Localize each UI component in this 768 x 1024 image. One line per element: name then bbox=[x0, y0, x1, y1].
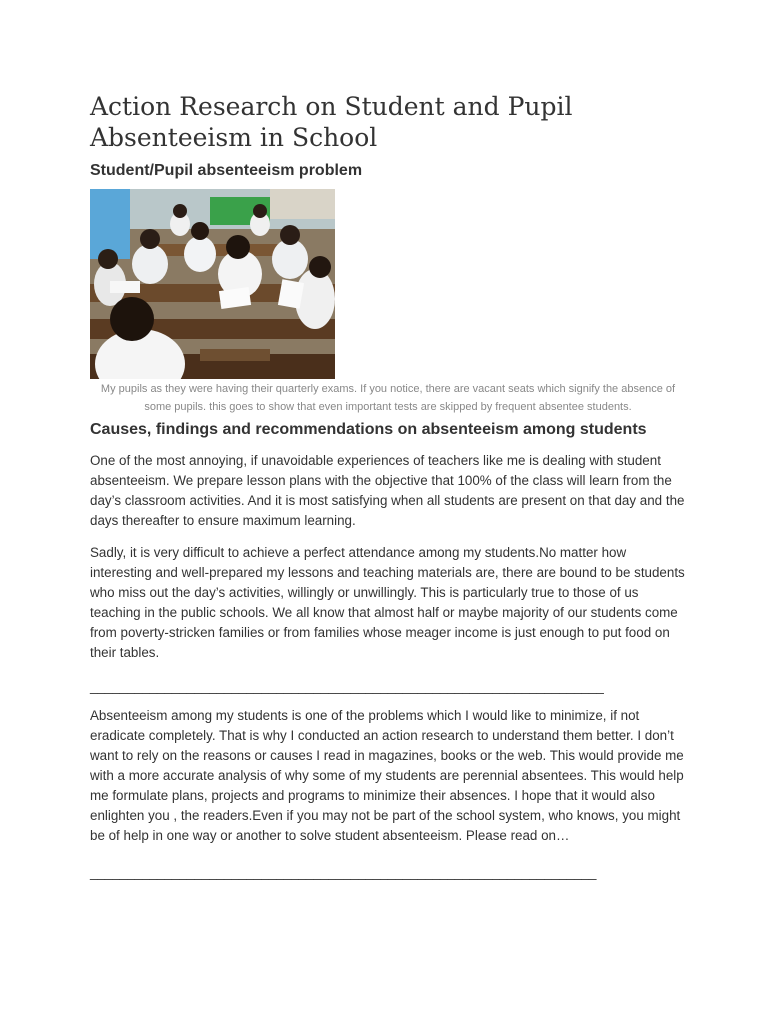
section-heading: Causes, findings and recommendations on absenteeism among students bbox=[90, 421, 647, 438]
article-title: Action Research on Student and Pupil Absenteeism in School bbox=[90, 92, 573, 152]
paragraph: Absenteeism among my students is one of the problems which I would like to minimize, if not eradicate completely. That is why I conducted an action research to understand them better. I don’t want to rely on the reasons or causes I read in magazines, books or the web. This would provide me with a more accurate analysis of why some of my students are perennial absentees. This would help me formulate plans, projects and programs to minimize their absences. I hope that it would also enlighten you , the readers.Even if you may not be part of the school system, who knows, you might be of help in one way or another to solve student absenteeism. Please read on… bbox=[90, 708, 684, 843]
paragraph: Sadly, it is very difficult to achieve a perfect attendance among my students.No matter how interesting and well-prepared my lessons and teaching materials are, there are bound to be students who miss out the day’s activities, willingly or unwillingly. This is particularly true to those of us teaching in the public schools. We all know that almost half or maybe majority of our students come from poverty-stricken families or from families whose meager income is just enough to put food on their tables. bbox=[90, 545, 685, 660]
separator-line: ____________________________________________________________________ bbox=[90, 865, 597, 880]
paragraph: One of the most annoying, if unavoidable experiences of teachers like me is dealing with student absenteeism. We prepare lesson plans with the objective that 100% of the class will learn from the day’s classroom activities. And it is most satisfying when all students are present on that day and the days thereafter to ensure maximum learning. bbox=[90, 453, 685, 528]
article-subtitle: Student/Pupil absenteeism problem bbox=[90, 162, 363, 179]
separator-line: _____________________________________________________________________ bbox=[90, 679, 604, 694]
photo-caption: My pupils as they were having their quarterly exams. If you notice, there are vacant seats which signify the absence of some pupils. this goes to show that even important tests are skipped by frequent absentee students. bbox=[100, 383, 676, 413]
classroom-exam-photo bbox=[90, 189, 335, 379]
